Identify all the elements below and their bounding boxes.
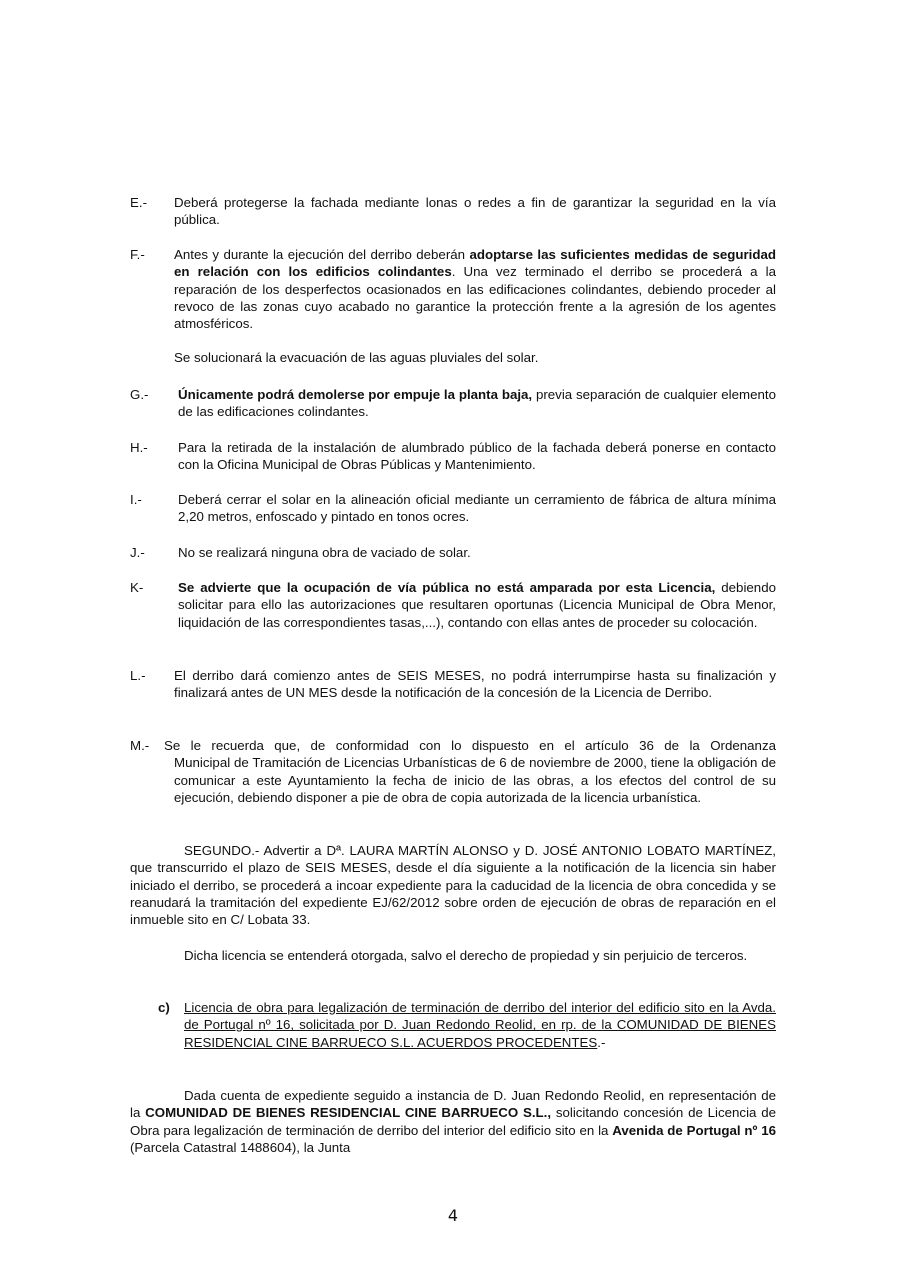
item-text: El derribo dará comienzo antes de SEIS MESES, no podrá interrumpirse hasta su finalización y finalizará antes de UN MES desde la notificación de la concesión de la Licencia de Derribo.: [174, 668, 776, 701]
text-run: debiendo solicitar para ello las autorizaciones que resultaren oportunas (Licencia Municipal de Obra Menor, liquidación de las correspondientes tasas,...), contando con ellas antes de proceder su colocación.: [178, 580, 776, 630]
section-label: c): [158, 1000, 170, 1015]
item-text-first-line: Se le recuerda que, de conformidad con lo dispuesto en el artículo 36 de la Ordenanza: [164, 738, 776, 753]
item-label: L.-: [130, 668, 146, 683]
item-i: [130, 491, 776, 526]
item-label: M.-: [130, 738, 150, 753]
page-number: 4: [447, 1206, 459, 1225]
item-text: Para la retirada de la instalación de alumbrado público de la fachada deberá ponerse en contacto con la Oficina Municipal de Obras Públicas y Mantenimiento.: [178, 440, 776, 473]
item-g: [130, 386, 776, 421]
item-label: J.-: [130, 545, 145, 560]
item-l: [130, 667, 776, 702]
bold-run: adoptarse las suficientes medidas de seguridad en relación con los edificios colindantes: [174, 247, 776, 280]
bold-run: Se advierte que la ocupación de vía pública no está amparada por esta Licencia,: [178, 580, 716, 595]
section-c: [158, 999, 776, 1051]
dicha-paragraph: Dicha licencia se entenderá otorgada, salvo el derecho de propiedad y sin perjuicio de terceros.: [184, 948, 748, 963]
text-run: Antes y durante la ejecución del derribo deberán: [174, 247, 470, 262]
item-label: H.-: [130, 440, 148, 455]
section-title-suffix: .-: [597, 1034, 606, 1050]
item-label: K-: [130, 580, 144, 595]
section-title: [184, 999, 776, 1051]
text-run: . Una vez terminado el derribo se procederá a la reparación de los desperfectos ocasionados en las edificaciones colindantes, debiendo proceder al revoco de las zonas cuyo acabado no garantice la protección frente a la agresión de los agentes atmosféricos.: [174, 264, 776, 332]
dada-paragraph: [130, 1087, 776, 1156]
item-h: [130, 439, 776, 474]
text-run: previa separación de cualquier elemento de las edificaciones colindantes.: [178, 387, 776, 420]
item-text: Deberá protegerse la fachada mediante lonas o redes a fin de garantizar la seguridad en la vía pública.: [174, 195, 776, 228]
item-label: G.-: [130, 387, 149, 402]
item-label: I.-: [130, 492, 142, 507]
text-run: Dada cuenta de expediente seguido a instancia de D. Juan Redondo Reolid, en representación de la: [130, 1088, 776, 1121]
bold-run: Avenida de Portugal nº 16: [612, 1122, 776, 1138]
item-second-paragraph: Se solucionará la evacuación de las aguas pluviales del solar.: [174, 350, 539, 366]
item-k: [130, 579, 776, 631]
segundo-paragraph: SEGUNDO.- Advertir a Dª. LAURA MARTÍN ALONSO y D. JOSÉ ANTONIO LOBATO MARTÍNEZ, que transcurrido el plazo de SEIS MESES, desde el día siguiente a la notificación de la licencia sin haber iniciado el derribo, se procederá a incoar expediente para la caducidad de la licencia de obra concedida y se reanudará la tramitación del expediente EJ/62/2012 sobre orden de ejecución de obras de reparación en el inmueble sito en C/ Lobata 33.: [130, 843, 776, 928]
item-text: [174, 246, 776, 367]
bold-run: Únicamente podrá demolerse por empuje la planta baja,: [178, 387, 533, 402]
item-text: Deberá cerrar el solar en la alineación oficial mediante un cerramiento de fábrica de altura mínima 2,20 metros, enfoscado y pintado en tonos ocres.: [178, 492, 776, 525]
item-text: No se realizará ninguna obra de vaciado de solar.: [178, 545, 471, 560]
text-run: solicitando concesión de Licencia de Obra para legalización de terminación de derribo del interior del edificio sito en la: [130, 1105, 776, 1138]
item-label: F.-: [130, 247, 145, 262]
item-e: [130, 194, 776, 229]
item-j: [130, 544, 776, 561]
item-f: [130, 246, 776, 367]
item-label: E.-: [130, 195, 147, 210]
item-text: [178, 386, 776, 421]
item-text: Municipal de Tramitación de Licencias Urbanísticas de 6 de noviembre de 2000, tiene la obligación de comunicar a este Ayuntamiento la fecha de inicio de las obras, a los efectos del control de su ejecución, debiendo disponer a pie de obra de copia autorizada de la licencia urbanística.: [174, 755, 776, 805]
item-text: [178, 579, 776, 631]
text-run: (Parcela Catastral 1488604), la Junta: [130, 1139, 351, 1155]
bold-run: COMUNIDAD DE BIENES RESIDENCIAL CINE BARRUECO S.L.,: [145, 1105, 552, 1121]
section-title-underlined: Licencia de obra para legalización de terminación de derribo del interior del edificio sito en la Avda. de Portugal nº 16, solicitada por D. Juan Redondo Reolid, en rp. de la COMUNIDAD DE BIENES RESIDENCIAL CINE BARRUECO S.L. ACUERDOS PROCEDENTES: [184, 1000, 776, 1050]
item-m: [130, 737, 776, 806]
